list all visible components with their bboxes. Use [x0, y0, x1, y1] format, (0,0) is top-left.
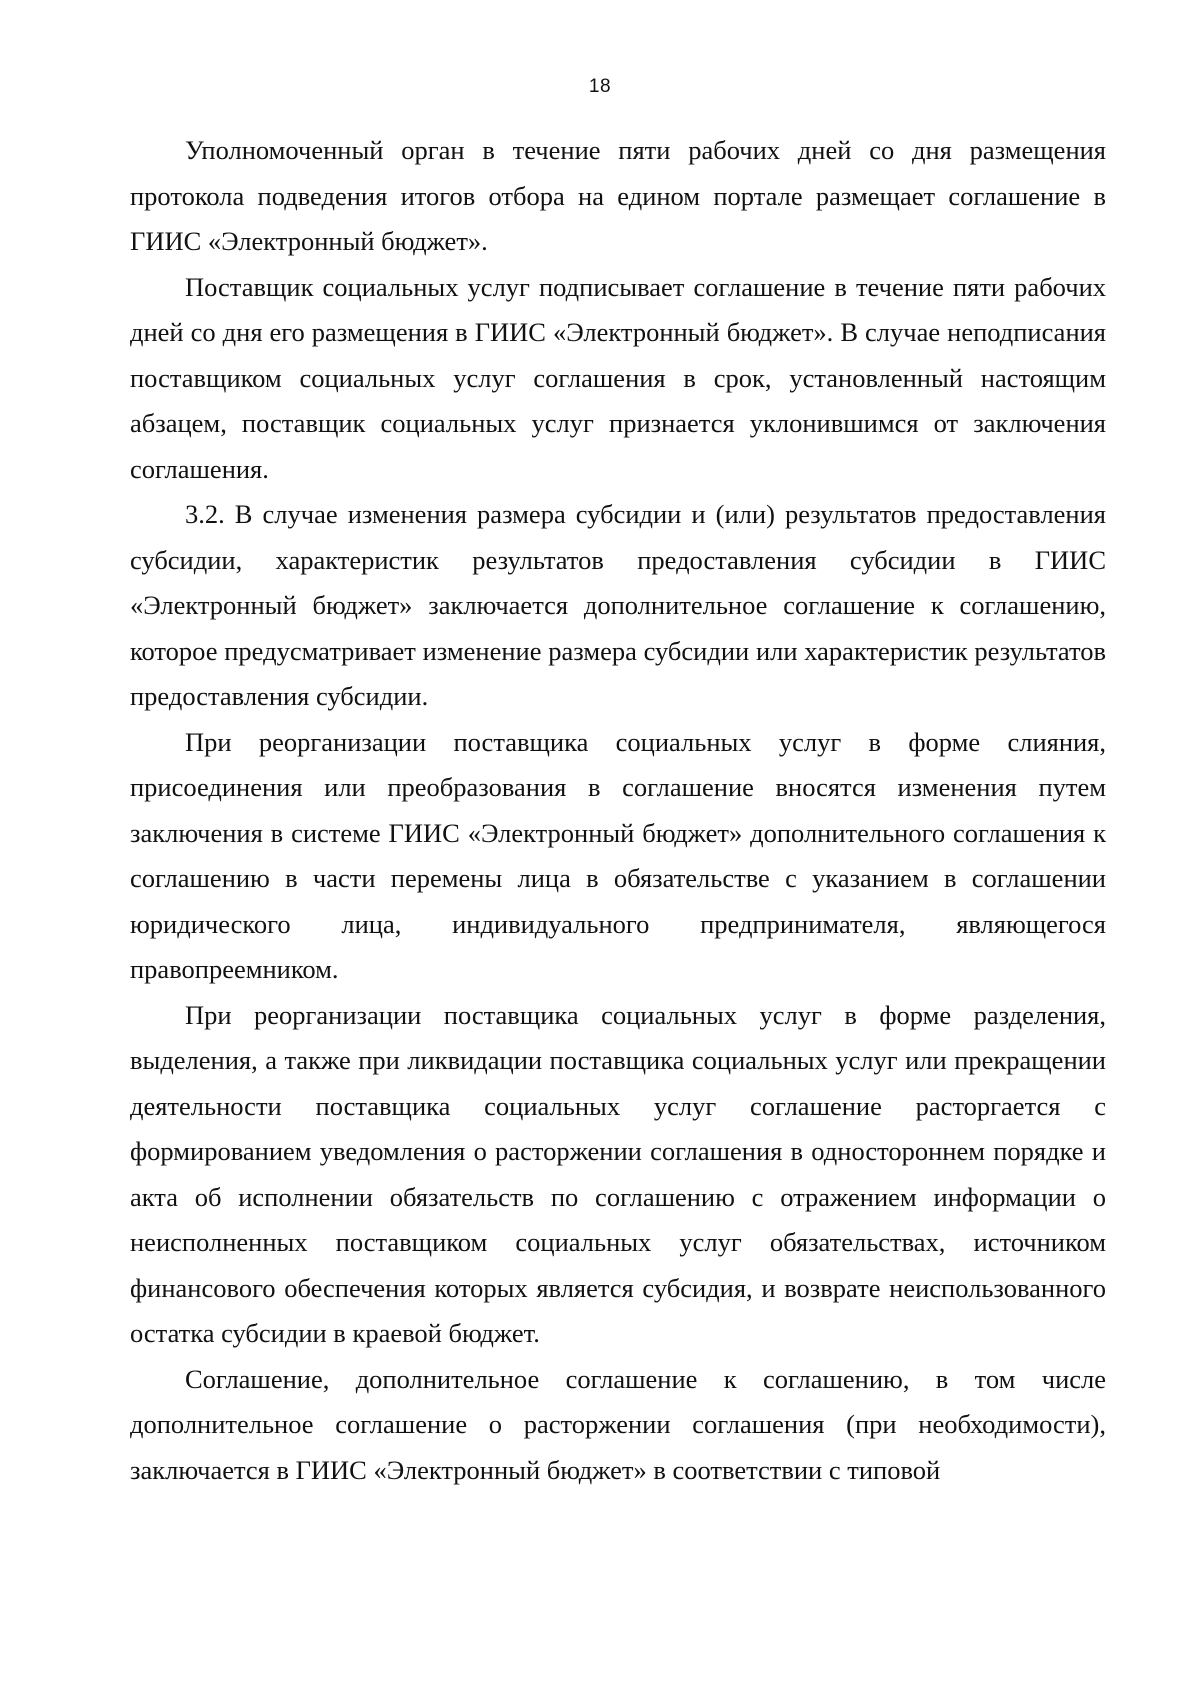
paragraph-supplier-signing: Поставщик социальных услуг подписывает соглашение в течение пяти рабочих дней со дня его размещения в ГИИС «Электронный бюджет». В случае неподписания поставщиком социальных услуг соглашения в срок, установленный настоящим абзацем, поставщик социальных услуг признается уклонившимся от заключения соглашения. [130, 271, 1106, 484]
document-body [130, 128, 1106, 1493]
paragraph-agreement-conclusion: Соглашение, дополнительное соглашение к соглашению, в том числе дополнительное соглашение о расторжении соглашения (при необходимости), заключается в ГИИС «Электронный бюджет» в соответствии с типовой [130, 1363, 1106, 1485]
page-number: 18 [588, 76, 612, 97]
paragraph-reorganization-division: При реорганизации поставщика социальных услуг в форме разделения, выделения, а также при ликвидации поставщика социальных услуг или прекращении деятельности поставщика социальных услуг соглашение расторгается с формированием уведомления о расторжении соглашения в одностороннем порядке и акта об исполнении обязательств по соглашению с отражением информации о неисполненных поставщиком социальных услуг обязательствах, источником финансового обеспечения которых является субсидия, и возврате неиспользованного остатка субсидии в краевой бюджет. [130, 999, 1106, 1348]
paragraph-reorganization-merger: При реорганизации поставщика социальных услуг в форме слияния, присоединения или преобразования в соглашение вносятся изменения путем заключения в системе ГИИС «Электронный бюджет» дополнительного соглашения к соглашению в части перемены лица в обязательстве с указанием в соглашении юридического лица, индивидуального предпринимателя, являющегося правопреемником. [130, 726, 1106, 984]
paragraph-authorized-body-agreement: Уполномоченный орган в течение пяти рабочих дней со дня размещения протокола подведения итогов отбора на едином портале размещает соглашение в ГИИС «Электронный бюджет». [130, 135, 1106, 256]
paragraph-section-3-2: 3.2. В случае изменения размера субсидии и (или) результатов предоставления субсидии, характеристик результатов предоставления субсидии в ГИИС «Электронный бюджет» заключается дополнительное соглашение к соглашению, которое предусматривает изменение размера субсидии или характеристик результатов предоставления субсидии. [130, 499, 1106, 711]
